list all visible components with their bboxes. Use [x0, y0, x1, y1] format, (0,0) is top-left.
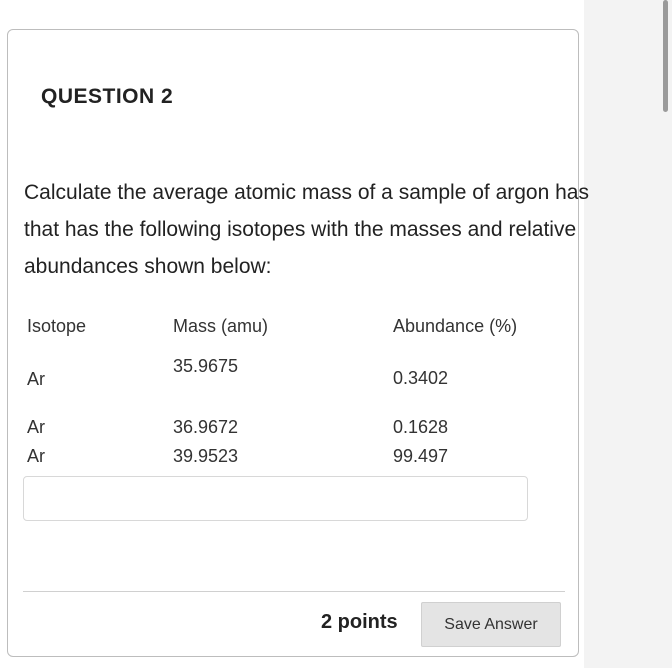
- question-title: QUESTION 2: [41, 85, 174, 108]
- right-gutter: [584, 0, 672, 668]
- row-1-abundance: 0.3402: [393, 368, 449, 388]
- row-1-mass: 35.9675: [173, 356, 239, 376]
- scrollbar-thumb[interactable]: [663, 0, 668, 112]
- answer-input[interactable]: [23, 476, 528, 521]
- header-mass: Mass (amu): [173, 316, 269, 336]
- row-1-isotope: Ar: [27, 369, 45, 389]
- row-3-isotope: Ar: [27, 446, 45, 466]
- save-answer-button[interactable]: Save Answer: [421, 602, 561, 647]
- header-isotope: Isotope: [27, 316, 87, 336]
- points-label: 2 points: [321, 611, 398, 633]
- footer-divider: [23, 591, 565, 592]
- row-2-isotope: Ar: [27, 417, 45, 437]
- row-2-mass: 36.9672: [173, 417, 239, 437]
- row-3-abundance: 99.497: [393, 446, 449, 466]
- question-text: Calculate the average atomic mass of a sample of argon has that has the following isotopes with the masses and relative abundances shown below:: [24, 181, 589, 278]
- row-3-mass: 39.9523: [173, 446, 239, 466]
- header-abundance: Abundance (%): [393, 316, 518, 336]
- question-card: [7, 29, 589, 657]
- row-2-abundance: 0.1628: [393, 417, 449, 437]
